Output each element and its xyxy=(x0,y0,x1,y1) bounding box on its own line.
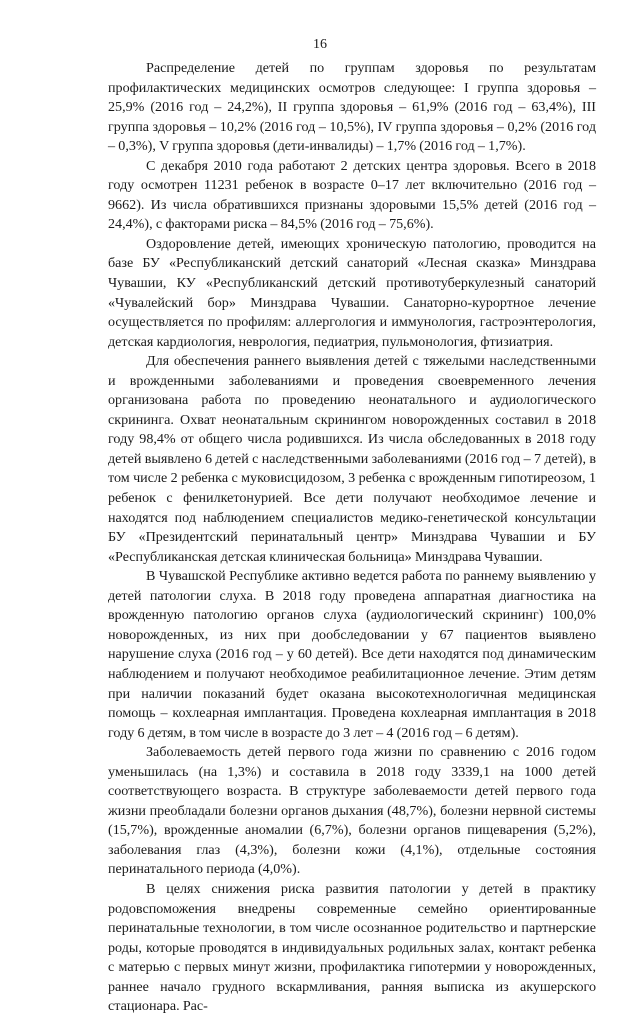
paragraph-health-centers: С декабря 2010 года работают 2 детских центра здоровья. Всего в 2018 году осмотрен 11231 ребенок в возрасте 0–17 лет включительно (2016 год – 9662). Из числа обратившихся признаны здоровыми 15,5% детей (2016 год – 24,4%), с факторами риска – 84,5% (2016 год – 75,6%). xyxy=(108,157,596,233)
paragraph-perinatal-technologies: В целях снижения риска развития патологии у детей в практику родовспоможения внедрены современные семейно ориентированные перинатальные технологии, в том числе осознанное родительство и партнерские роды, которые проводятся в индивидуальных родильных залах, контакт ребенка с матерью с первых минут жизни, профилактика гипотермии у новорожденных, раннее начало грудного вскармливания, ранняя выписка из акушерского стационара. Рас- xyxy=(108,880,596,1015)
document-body xyxy=(108,59,596,1017)
page-number: 16 xyxy=(313,37,327,52)
paragraph-health-groups: Распределение детей по группам здоровья по результатам профилактических медицинских осмотров следующее: I группа здоровья – 25,9% (2016 год – 24,2%), II группа здоровья – 61,9% (2016 год – 63,4%), III группа здоровья – 10,2% (2016 год – 10,5%), IV группа здоровья – 0,2% (2016 год – 0,3%), V группа здоровья (дети-инвалиды) – 1,7% (2016 год – 1,7%). xyxy=(108,60,596,155)
paragraph-sanatoriums: Оздоровление детей, имеющих хроническую патологию, проводится на базе БУ «Республиканский детский санаторий «Лесная сказка» Минздрава Чувашии, КУ «Республиканский детский противотуберкулезный санаторий «Чувалейский бор» Минздрава Чувашии. Санаторно-курортное лечение осуществляется по профилям: аллергология и иммунология, гастроэнтерология, детская кардиология, неврология, педиатрия, пульмонология, фтизиатрия. xyxy=(108,235,596,350)
paragraph-infant-morbidity: Заболеваемость детей первого года жизни по сравнению с 2016 годом уменьшилась (на 1,3%) и составила в 2018 году 3339,1 на 1000 детей соответствующего возраста. В структуре заболеваемости детей первого года жизни преобладали болезни органов дыхания (48,7%), болезни нервной системы (15,7%), врожденные аномалии (6,7%), болезни органов пищеварения (5,2%), заболевания глаз (4,3%), болезни кожи (4,1%), отдельные состояния перинатального периода (4,0%). xyxy=(108,744,596,878)
paragraph-neonatal-screening: Для обеспечения раннего выявления детей с тяжелыми наследственными и врожденными заболеваниями и проведения своевременного лечения организована работа по проведению неонатального и аудиологического скрининга. Охват неонатальным скринингом новорожденных составил в 2018 году 98,4% от общего числа родившихся. Из числа обследованных в 2018 году детей выявлено 6 детей с наследственными заболеваниями (2016 год – 7 детей), в том числе 2 ребенка с муковисцидозом, 3 ребенка с врожденным гипотиреозом, 1 ребенок с фенилкетонурией. Все дети получают необходимое лечение и находятся под наблюдением специалистов медико-генетической консультации БУ «Президентский перинатальный центр» Минздрава Чувашии и БУ «Республиканская детская клиническая больница» Минздрава Чувашии. xyxy=(108,353,596,565)
paragraph-hearing-pathology: В Чувашской Республике активно ведется работа по раннему выявлению у детей патологии слуха. В 2018 году проведена аппаратная диагностика на врожденную патологию органов слуха (аудиологический скрининг) 100,0% новорожденных, из них при дообследовании у 67 пациентов выявлено нарушение слуха (2016 год – у 60 детей). Все дети находятся под динамическим наблюдением и получают необходимое реабилитационное лечение. Этим детям при наличии показаний будет оказана высокотехнологичная медицинская помощь – кохлеарная имплантация. Проведена кохлеарная имплантация в 2018 году 6 детям, в том числе в возрасте до 3 лет – 4 (2016 год – 6 детям). xyxy=(108,568,596,741)
